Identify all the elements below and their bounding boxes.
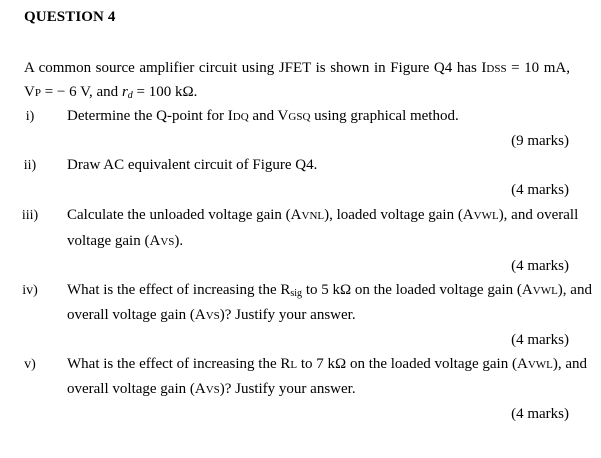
question-number: i): [25, 109, 35, 124]
question-number: v): [24, 357, 36, 372]
question-number: iv): [22, 283, 38, 298]
question-number: ii): [23, 158, 37, 173]
question-text: Determine the Q-point for IDQ and VGSQ using graphical method.: [67, 108, 459, 124]
question-text: What is the effect of increasing the RL to 7 kΩ on the loaded voltage gain (AVWL), and: [67, 356, 588, 372]
question-text: Calculate the unloaded voltage gain (AVNL), loaded voltage gain (AVWL), and overall: [67, 207, 579, 223]
question-text: What is the effect of increasing the $R_{sig}$ to 5 kΩ on the loaded voltage gain (AVWL), and: [67, 282, 592, 299]
marks-label: (4 marks): [511, 258, 569, 274]
question-text-line-2: overall voltage gain (AVS)? Justify your answer.: [67, 307, 356, 323]
question-text-line-2: overall voltage gain (AVS)? Justify your answer.: [67, 381, 356, 397]
marks-label: (4 marks): [511, 182, 569, 198]
intro-line-1: A common source amplifier circuit using JFET is shown in Figure Q4 has IDSS = 10 mA,: [24, 60, 570, 76]
marks-label: (4 marks): [511, 406, 569, 422]
question-number: iii): [21, 208, 39, 223]
marks-label: (9 marks): [511, 133, 569, 149]
question-title: QUESTION 4: [24, 9, 116, 25]
question-text: Draw AC equivalent circuit of Figure Q4.: [67, 157, 318, 173]
marks-label: (4 marks): [511, 332, 569, 348]
intro-line-2: VP = − 6 V, and $r_d = 100$ kΩ.: [24, 84, 198, 101]
question-text-line-2: voltage gain (AVS).: [67, 233, 184, 249]
